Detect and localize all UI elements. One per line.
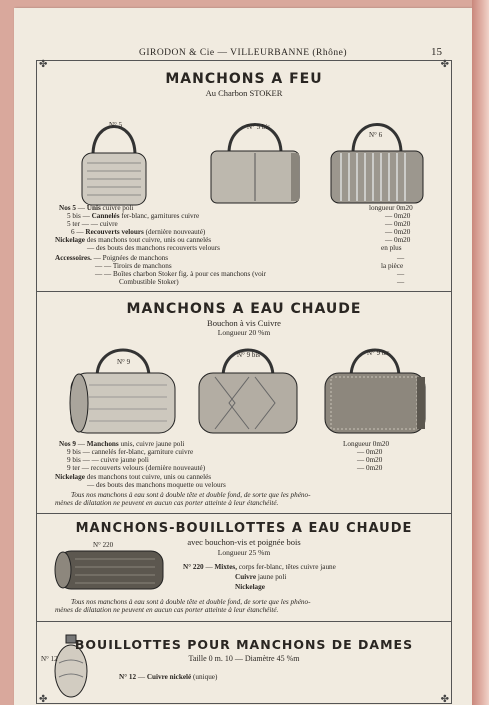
list-item-right: — 0m20 [357,464,383,472]
section-divider [37,513,451,514]
list-item-right: la pièce [381,262,404,270]
catalog-page [14,8,472,705]
muff-no5-label: N° 5 [109,121,123,129]
list-item: Combustible Stoker) [119,278,179,286]
section-title-bouillottes: MANCHONS-BOUILLOTTES A EAU CHAUDE [75,521,413,536]
list-item-right: — 0m20 [357,456,383,464]
note-text: Tous nos manchons à eau sont à double tête et double fond, de sorte que les phéno- [71,491,311,499]
corner-ornament-icon: ✤ [39,59,48,70]
muff-no220-image [51,545,169,595]
muff-no9-image [67,337,179,437]
list-item: Nos 9 — Manchons unis, cuivre jaune poli [59,440,185,448]
list-item-right: — 0m20 [385,220,411,228]
list-item: 9 bis — — cuivre jaune poli [67,456,149,464]
section-divider [37,621,451,622]
list-item-right: longueur 0m20 [369,204,413,212]
list-item: 5 bis — Cannelés fer-blanc, garnitures cuivre [67,212,200,220]
muff-no6-image [327,101,427,207]
list-item: Accessoires. — Poignées de manchons [55,254,169,262]
muff-no5bis-image [207,101,303,206]
muff-no5bis-label: N° 5 bis [247,123,271,131]
section-length-bouillottes: Longueur 25 %m [217,548,271,557]
catalog-frame [36,60,452,704]
list-item-right: Longueur 0m20 [343,440,390,448]
note-text: mènes de dilatation ne peuvent en aucun cas porter atteinte à leur étanchéité. [55,499,279,507]
list-item-right: en plus [381,244,402,252]
running-header: GIRODON & Cie — VILLEURBANNE (Rhône) [138,48,348,58]
section-title-feu: MANCHONS A FEU [165,71,323,87]
muff-no9ter-label: N° 9 ter [367,349,390,357]
corner-ornament-icon: ✤ [440,59,449,70]
list-item-right: — 0m20 [385,212,411,220]
section-size-dames: Taille 0 m. 10 — Diamètre 45 %m [188,654,300,663]
list-item: — — Boîtes charbon Stoker fig. à pour ces manchons (voir [95,270,267,278]
list-item-right: — 0m20 [385,228,411,236]
list-item: Cuivre jaune poli [235,573,287,581]
list-item-right: — [397,278,405,286]
page-number: 15 [431,46,442,58]
list-item: Nickelage des manchons tout cuivre, unis ou cannelés [55,236,212,244]
list-item: Nickelage des manchons tout cuivre, unis ou cannelés [55,473,212,481]
list-item: 9 bis — cannelés fer-blanc, garniture cuivre [67,448,194,456]
list-item: 9 ter — recouverts velours (dernière nouveauté) [67,464,206,472]
section-length-eau: Longueur 20 %m [217,328,271,337]
corner-ornament-icon: ✤ [440,694,449,705]
section-subtitle-bouillottes: avec bouchon-vis et poignée bois [187,537,301,547]
list-item: Nos 5 — Unis cuivre poli [59,204,134,212]
list-item: — des bouts des manchons moquette ou velours [87,481,226,489]
muff-no5-image [79,97,149,209]
list-item-right: — 0m20 [357,448,383,456]
section-subtitle-feu: Au Charbon STOKER [205,88,283,98]
note-text: mènes de dilatation ne peuvent en aucun cas porter atteinte à leur étanchéité. [55,606,279,614]
list-item-right: — 0m20 [385,236,411,244]
muff-no6-label: N° 6 [369,131,383,139]
list-item: 5 ter — — cuivre [67,220,118,228]
section-divider [37,291,451,292]
list-item: 6 — Recouverts velours (dernière nouveauté) [71,228,206,236]
list-item-right: — [397,270,405,278]
list-item-right: — [397,254,405,262]
list-item: Nickelage [235,583,265,591]
list-item: N° 220 — Mixtes, corps fer-blanc, têtes cuivre jaune [183,563,336,571]
section-title-eau: MANCHONS A EAU CHAUDE [126,301,362,317]
bouillotte-no12-label: N° 12 [41,655,58,663]
note-text: Tous nos manchons à eau sont à double tête et double fond, de sorte que les phéno- [71,598,311,606]
muff-no220-label: N° 220 [93,541,114,549]
muff-no9-label: N° 9 [117,358,131,366]
list-item: N° 12 — Cuivre nickelé (unique) [119,673,218,681]
muff-no9bis-label: N° 9 bis [237,351,261,359]
page-edge [472,0,489,705]
section-subtitle-eau: Bouchon à vis Cuivre [207,318,281,328]
section-title-dames: BOUILLOTTES POUR MANCHONS DE DAMES [74,637,414,652]
list-item: — — Tiroirs de manchons [95,262,172,270]
corner-ornament-icon: ✤ [39,694,48,705]
list-item: — des bouts des manchons recouverts velours [87,244,220,252]
